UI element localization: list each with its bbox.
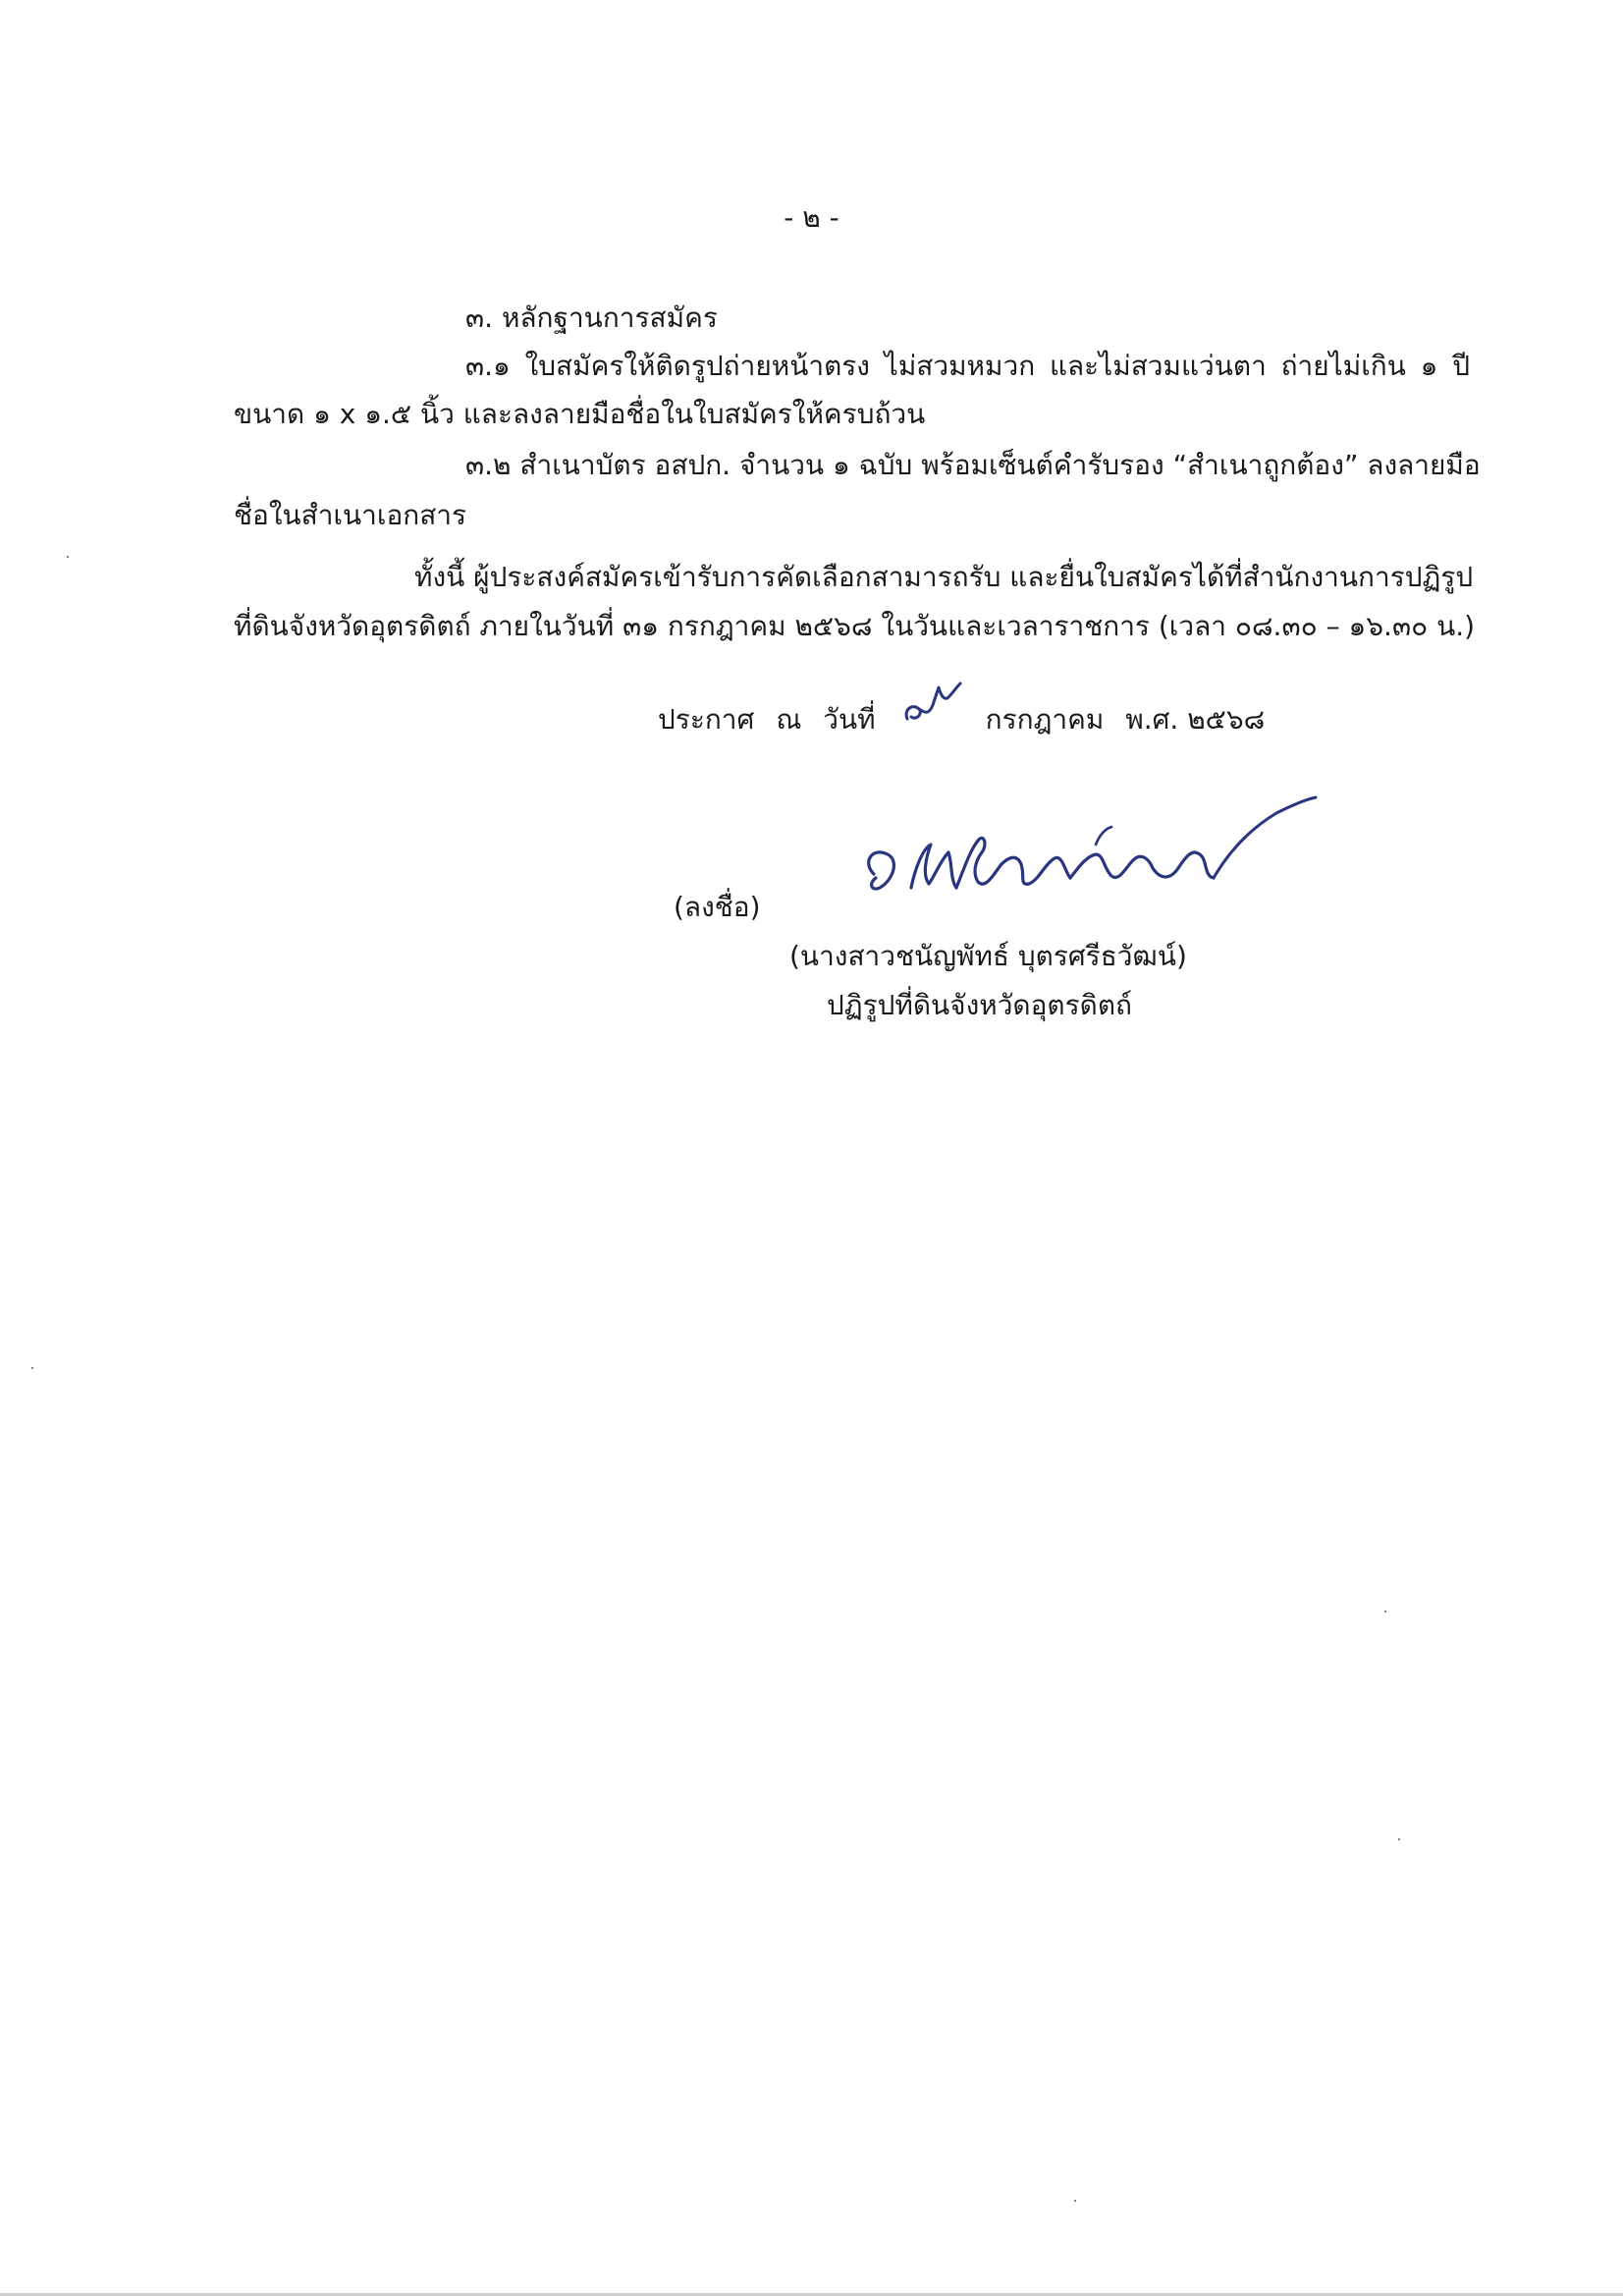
signer-position: ปฏิรูปที่ดินจังหวัดอุตรดิตถ์ [827,989,1132,1021]
signer-name: (นางสาวชนัญพัทธ์ บุตรศรีธวัฒน์) [789,940,1187,972]
section-3-title: ๓. หลักฐานการสมัคร [465,301,718,334]
item-3-2-line-1: ๓.๒ สำเนาบัตร อสปก. จำนวน ๑ ฉบับ พร้อมเซ็นต์คำรับรอง “สำเนาถูกต้อง” ลงลายมือ [465,449,1481,481]
announcement-at: ณ [776,703,802,736]
page-number: - ๒ - [784,201,839,234]
item-3-1-line-2: ขนาด ๑ x ๑.๕ นิ้ว และลงลายมือชื่อในใบสมัครให้ครบถ้วน [234,398,926,430]
announcement-date-line [658,693,1265,738]
announcement-year: พ.ศ. ๒๕๖๘ [1125,703,1266,736]
announcement-day-label: วันที่ [823,703,876,736]
handwritten-day-mark [901,680,964,727]
scan-speck [1398,1838,1400,1840]
item-3-2-line-2: ชื่อในสำเนาเอกสาร [234,499,467,531]
announcement-prefix: ประกาศ [658,703,755,736]
scan-speck [1384,1611,1386,1613]
closing-paragraph-line-1: ทั้งนี้ ผู้ประสงค์สมัครเข้ารับการคัดเลือกสามารถรับ และยื่นใบสมัครได้ที่สำนักงานการปฏิรูป [414,561,1474,593]
scan-speck [67,556,69,558]
sign-label: (ลงชื่อ) [674,891,761,923]
item-3-1-line-1: ๓.๑ ใบสมัครให้ติดรูปถ่ายหน้าตรง ไม่สวมหมวก และไม่สวมแว่นตา ถ่ายไม่เกิน ๑ ปี [465,350,1470,382]
handwritten-signature [854,786,1325,927]
handwritten-day-number [897,693,966,729]
signature-drawing [854,786,1325,923]
scan-speck [31,1367,33,1369]
closing-paragraph-line-2: ที่ดินจังหวัดอุตรดิตถ์ ภายในวันที่ ๓๑ กรกฎาคม ๒๕๖๘ ในวันและเวลาราชการ (เวลา ๐๘.๓๐ – ๑๖.๓๐ น.) [234,610,1476,642]
announcement-month: กรกฎาคม [985,703,1105,736]
scan-speck [1074,2200,1076,2202]
